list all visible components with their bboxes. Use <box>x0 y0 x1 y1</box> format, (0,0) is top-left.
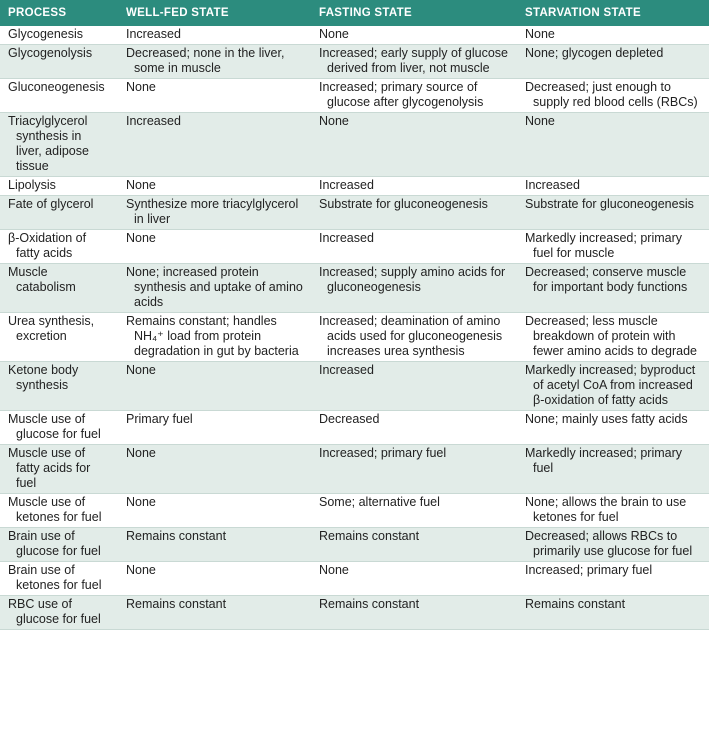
starvation-cell: Markedly increased; primary fuel <box>517 445 709 494</box>
starvation-cell: None; allows the brain to use ketones for fuel <box>517 494 709 528</box>
process-cell: Muscle use of fatty acids for fuel <box>0 445 118 494</box>
table-row <box>0 494 709 528</box>
process-cell: Glycogenesis <box>0 26 118 45</box>
process-cell: Fate of glycerol <box>0 196 118 230</box>
process-cell: β-Oxidation of fatty acids <box>0 230 118 264</box>
well-fed-cell: None <box>118 445 311 494</box>
table-row <box>0 45 709 79</box>
table-row <box>0 26 709 45</box>
well-fed-cell: None <box>118 362 311 411</box>
fasting-cell: Increased; primary fuel <box>311 445 517 494</box>
table-row <box>0 264 709 313</box>
well-fed-cell: Remains constant; handles NH₄⁺ load from protein degradation in gut by bacteria <box>118 313 311 362</box>
starvation-cell: Substrate for gluconeogenesis <box>517 196 709 230</box>
well-fed-cell: Remains constant <box>118 528 311 562</box>
fasting-cell: Increased; early supply of glucose derived from liver, not muscle <box>311 45 517 79</box>
well-fed-cell: None <box>118 562 311 596</box>
table-row <box>0 230 709 264</box>
table-row <box>0 562 709 596</box>
table-row <box>0 313 709 362</box>
table-row <box>0 113 709 177</box>
fasting-cell: Some; alternative fuel <box>311 494 517 528</box>
well-fed-cell: Remains constant <box>118 596 311 630</box>
well-fed-cell: None <box>118 230 311 264</box>
starvation-cell: Decreased; less muscle breakdown of protein with fewer amino acids to degrade <box>517 313 709 362</box>
well-fed-cell: None <box>118 177 311 196</box>
process-cell: Muscle use of glucose for fuel <box>0 411 118 445</box>
fasting-cell: None <box>311 26 517 45</box>
table-row <box>0 411 709 445</box>
table-row <box>0 177 709 196</box>
process-cell: Muscle use of ketones for fuel <box>0 494 118 528</box>
starvation-cell: None <box>517 113 709 177</box>
starvation-cell: Decreased; conserve muscle for important body functions <box>517 264 709 313</box>
table-row <box>0 596 709 630</box>
process-cell: Ketone body synthesis <box>0 362 118 411</box>
header-starvation: STARVATION STATE <box>517 0 709 26</box>
fasting-cell: Increased <box>311 177 517 196</box>
well-fed-cell: Increased <box>118 113 311 177</box>
starvation-cell: Remains constant <box>517 596 709 630</box>
fasting-cell: Substrate for gluconeogenesis <box>311 196 517 230</box>
table-row <box>0 528 709 562</box>
well-fed-cell: Increased <box>118 26 311 45</box>
starvation-cell: None; mainly uses fatty acids <box>517 411 709 445</box>
fasting-cell: Increased; deamination of amino acids used for gluconeogenesis increases urea synthesis <box>311 313 517 362</box>
starvation-cell: Decreased; allows RBCs to primarily use glucose for fuel <box>517 528 709 562</box>
starvation-cell: None <box>517 26 709 45</box>
fasting-cell: Increased; supply amino acids for gluconeogenesis <box>311 264 517 313</box>
starvation-cell: Increased; primary fuel <box>517 562 709 596</box>
starvation-cell: None; glycogen depleted <box>517 45 709 79</box>
process-cell: Brain use of glucose for fuel <box>0 528 118 562</box>
table-row <box>0 445 709 494</box>
fasting-cell: Decreased <box>311 411 517 445</box>
header-well-fed: WELL-FED STATE <box>118 0 311 26</box>
well-fed-cell: Primary fuel <box>118 411 311 445</box>
well-fed-cell: None <box>118 494 311 528</box>
process-cell: RBC use of glucose for fuel <box>0 596 118 630</box>
process-cell: Lipolysis <box>0 177 118 196</box>
header-process: PROCESS <box>0 0 118 26</box>
header-fasting: FASTING STATE <box>311 0 517 26</box>
starvation-cell: Markedly increased; primary fuel for muscle <box>517 230 709 264</box>
process-cell: Triacylglycerol synthesis in liver, adipose tissue <box>0 113 118 177</box>
well-fed-cell: None; increased protein synthesis and uptake of amino acids <box>118 264 311 313</box>
starvation-cell: Decreased; just enough to supply red blood cells (RBCs) <box>517 79 709 113</box>
table-row <box>0 362 709 411</box>
fasting-cell: Increased <box>311 362 517 411</box>
process-cell: Gluconeogenesis <box>0 79 118 113</box>
well-fed-cell: Decreased; none in the liver, some in muscle <box>118 45 311 79</box>
table-row <box>0 79 709 113</box>
table-row <box>0 196 709 230</box>
process-cell: Brain use of ketones for fuel <box>0 562 118 596</box>
fasting-cell: Remains constant <box>311 528 517 562</box>
fasting-cell: Increased <box>311 230 517 264</box>
fasting-cell: Increased; primary source of glucose after glycogenolysis <box>311 79 517 113</box>
well-fed-cell: Synthesize more triacylglycerol in liver <box>118 196 311 230</box>
starvation-cell: Increased <box>517 177 709 196</box>
fasting-cell: None <box>311 113 517 177</box>
fasting-cell: None <box>311 562 517 596</box>
process-cell: Muscle catabolism <box>0 264 118 313</box>
starvation-cell: Markedly increased; byproduct of acetyl CoA from increased β-oxidation of fatty acids <box>517 362 709 411</box>
table-header-row <box>0 0 709 26</box>
fasting-cell: Remains constant <box>311 596 517 630</box>
process-cell: Urea synthesis, excretion <box>0 313 118 362</box>
well-fed-cell: None <box>118 79 311 113</box>
process-cell: Glycogenolysis <box>0 45 118 79</box>
